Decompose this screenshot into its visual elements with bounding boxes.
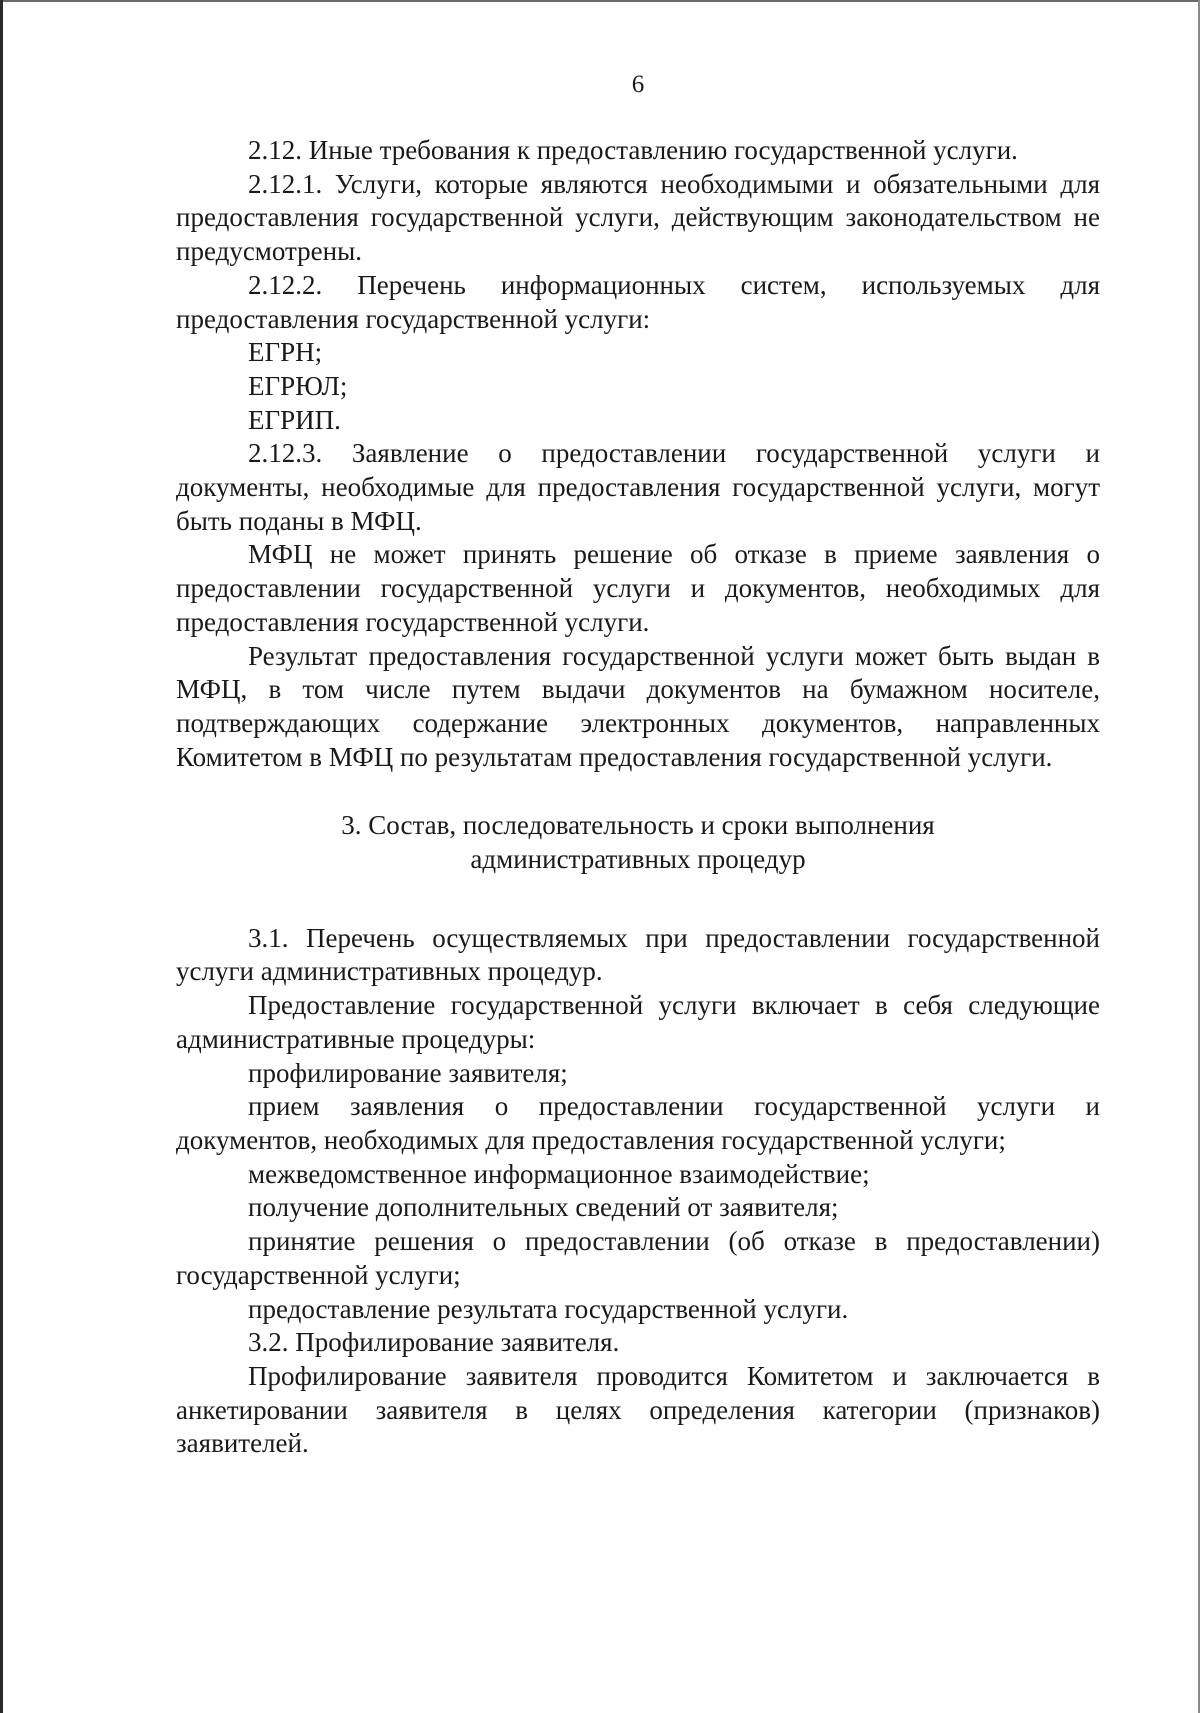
section-3-heading-line-1: 3. Состав, последовательность и сроки выполнения xyxy=(341,810,935,841)
scan-edge-left xyxy=(0,0,3,1713)
procedure-item: межведомственное информационное взаимодействие; xyxy=(248,1158,870,1189)
system-egrn: ЕГРН; xyxy=(248,337,323,368)
system-egrip: ЕГРИП. xyxy=(248,404,341,435)
paragraph-2-12: 2.12. Иные требования к предоставлению государственной услуги. xyxy=(248,135,1018,165)
section-3-heading-line-2: административных процедур xyxy=(470,844,806,875)
procedure-item: профилирование заявителя; xyxy=(248,1057,568,1088)
paragraph-3-1: 3.1. Перечень осуществляемых при предоставлении государственной услуги административных процедур. xyxy=(176,922,1100,987)
paragraph-2-12-3: 2.12.3. Заявление о предоставлении государственной услуги и документы, необходимые для предоставления государственной услуги, могут быть поданы в МФЦ. xyxy=(176,438,1100,536)
paragraph-2-12-2: 2.12.2. Перечень информационных систем, используемых для предоставления государственной услуги: xyxy=(176,269,1100,334)
paragraph-mfc-refusal: МФЦ не может принять решение об отказе в приеме заявления о предоставлении государственной услуги и документов, необходимых для предоставления государственной услуги. xyxy=(176,539,1100,637)
system-egrul: ЕГРЮЛ; xyxy=(248,370,348,401)
section-3-heading xyxy=(176,809,1100,876)
page-number: 6 xyxy=(631,71,645,98)
paragraph-profiling: Профилирование заявителя проводится Комитетом и заключается в анкетировании заявителя в целях определения категории (признаков) заявителей. xyxy=(176,1360,1100,1459)
procedure-item: прием заявления о предоставлении государственной услуги и документов, необходимых для предоставления государственной услуги; xyxy=(176,1091,1100,1155)
paragraph-includes: Предоставление государственной услуги включает в себя следующие административные процедуры: xyxy=(176,990,1100,1054)
paragraph-2-12-1: 2.12.1. Услуги, которые являются необходимыми и обязательными для предоставления государственной услуги, действующим законодательством не предусмотрены. xyxy=(176,168,1100,267)
paragraph-result: Результат предоставления государственной услуги может быть выдан в МФЦ, в том числе путем выдачи документов на бумажном носителе, подтверждающих содержание электронных документов, направленных Комитетом в МФЦ по результатам предоставления государственной услуги. xyxy=(176,640,1100,772)
procedure-item: принятие решения о предоставлении (об отказе в предоставлении) государственной услуги; xyxy=(176,1226,1100,1290)
paragraph-3-2: 3.2. Профилирование заявителя. xyxy=(248,1327,620,1358)
procedure-item: предоставление результата государственной услуги. xyxy=(248,1293,849,1324)
document-page xyxy=(176,70,1100,1461)
procedure-item: получение дополнительных сведений от заявителя; xyxy=(248,1192,839,1223)
scan-edge-top xyxy=(0,0,1200,2)
